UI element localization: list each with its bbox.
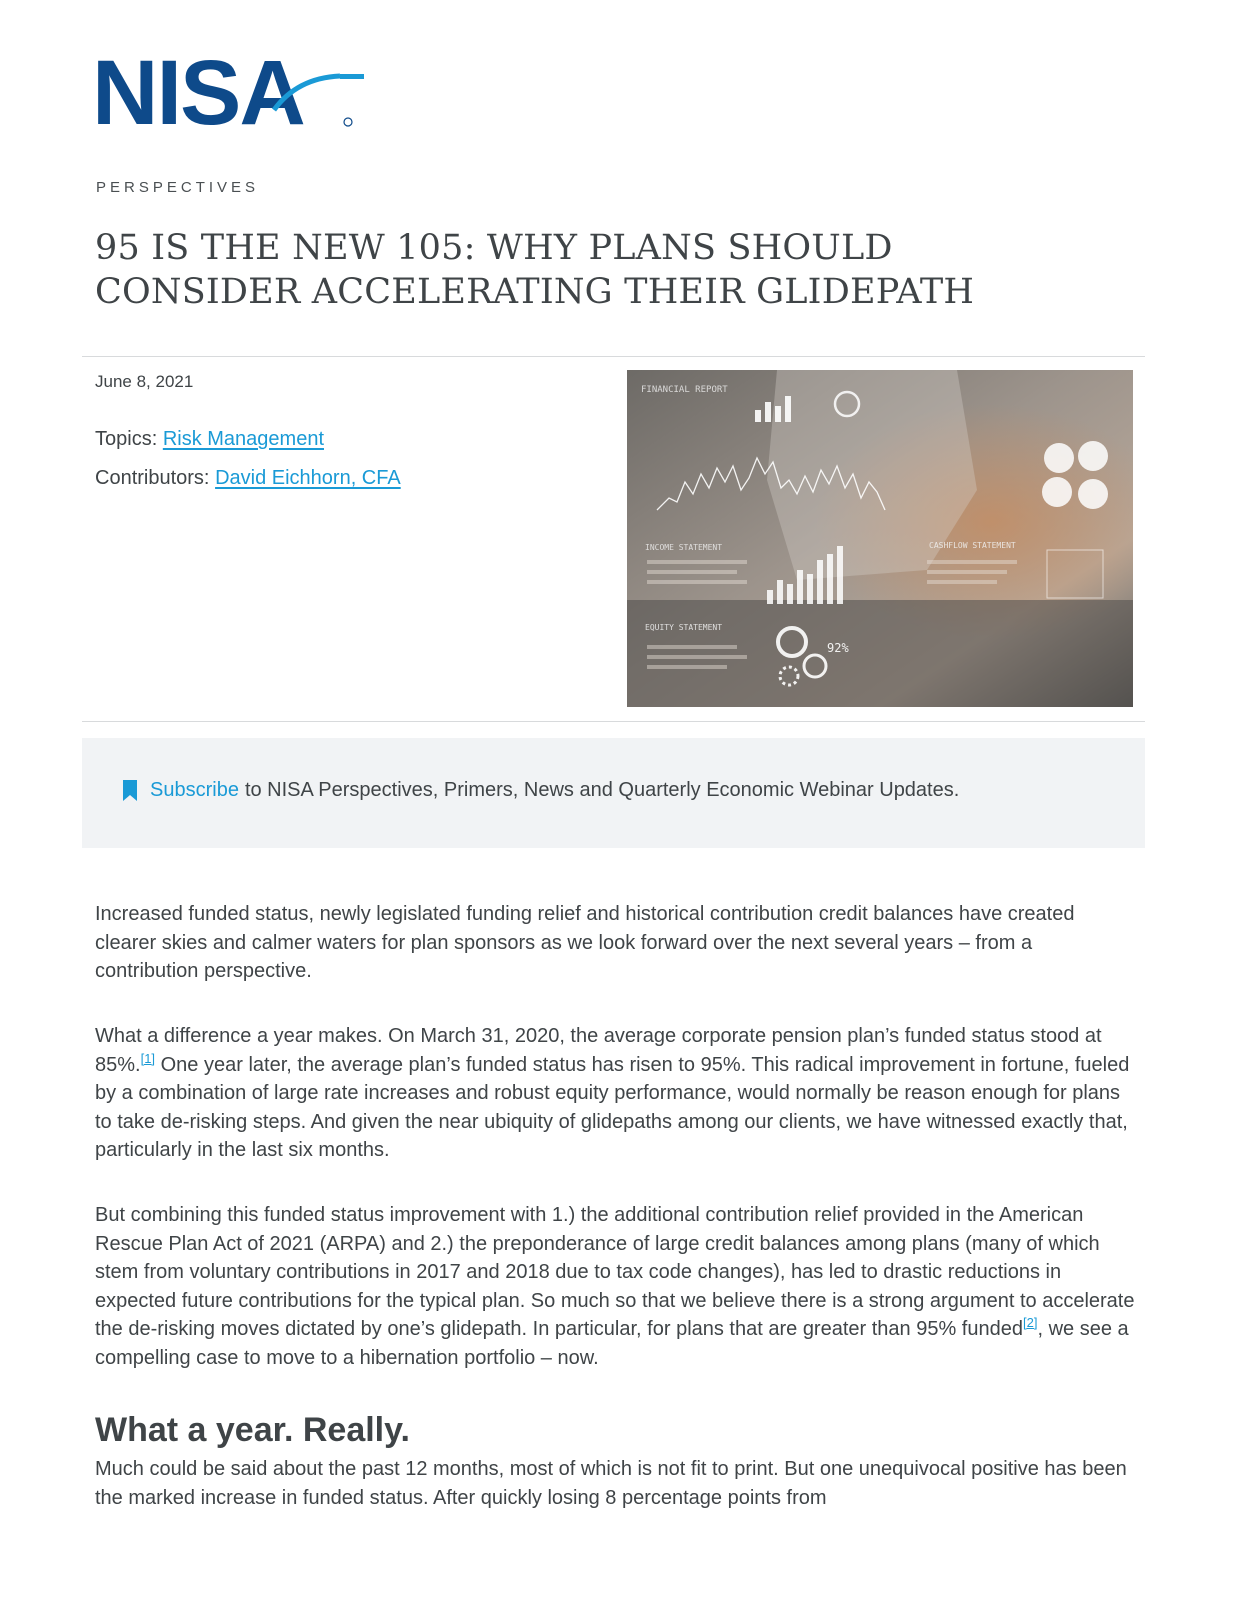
section-eyebrow: PERSPECTIVES (96, 179, 260, 196)
divider-top (82, 356, 1145, 357)
label-percent: 92% (827, 641, 849, 655)
paragraph-what-a-year: Much could be said about the past 12 months, most of which is not fit to print. But one unequivocal positive has been the marked increase in funded status. After quickly losing 8 percentage points from (95, 1458, 1127, 1509)
paragraph-3-part-a: But combining this funded status improvement with 1.) the additional contribution relief provided in the American Rescue Plan Act of 2021 (ARPA) and 2.) the preponderance of large credit balances among plans (many of which stem from voluntary contributions in 2017 and 2018 due to tax code changes), has led to drastic reductions in expected future contributions for the typical plan. So much so that we believe there is a strong argument to accelerate the de-risking moves dictated by one’s glidepath. In particular, for plans that are greater than 95% funded (95, 1204, 1135, 1340)
topics-line (95, 428, 324, 451)
paragraph-funded-status (95, 1022, 1135, 1165)
contributors-line (95, 467, 401, 490)
nisa-logo[interactable] (92, 48, 372, 138)
paragraph-intro: Increased funded status, newly legislated funding relief and historical contribution credit balances have created clearer skies and calmer waters for plan sponsors as we look forward over the next several years – from a contribution perspective. (95, 903, 1075, 982)
logo-wordmark: NISA (92, 48, 304, 138)
paragraph-2-part-b: One year later, the average plan’s funded status has risen to 95%. This radical improvement in fortune, fueled by a combination of large rate increases and robust equity performance, would normally be reason enough for plans to take de-risking steps. And given the near ubiquity of glidepaths among our clients, we have witnessed exactly that, particularly in the last six months. (95, 1053, 1130, 1161)
contributor-link[interactable]: David Eichhorn, CFA (215, 467, 401, 489)
subscribe-text: to NISA Perspectives, Primers, News and Quarterly Economic Webinar Updates. (244, 779, 960, 801)
subscribe-link[interactable]: Subscribe (150, 779, 239, 801)
bookmark-icon (122, 780, 138, 802)
logo-dash (340, 74, 364, 79)
subscribe-banner (82, 738, 1145, 848)
footnote-ref-1 (141, 1051, 155, 1066)
divider-bottom (82, 721, 1145, 722)
paragraph-3-part-b: , we see a compelling case to move to a hibernation portfolio – now. (95, 1318, 1129, 1369)
article-meta (95, 372, 595, 489)
label-equity-statement: EQUITY STATEMENT (645, 623, 723, 632)
footnote-ref-2 (1023, 1315, 1037, 1330)
page-title: 95 IS THE NEW 105: WHY PLANS SHOULD CONSIDER ACCELERATING THEIR GLIDEPATH (95, 228, 975, 312)
footnote-link-2[interactable]: [2] (1022, 1315, 1038, 1330)
subscribe-row (122, 779, 959, 802)
label-income-statement: INCOME STATEMENT (645, 543, 723, 552)
paragraph-arpa (95, 1201, 1135, 1372)
label-financial-report: FINANCIAL REPORT (641, 385, 728, 395)
paragraph-2-part-a: What a difference a year makes. On March 31, 2020, the average corporate pension plan’s funded status stood at 85%. (95, 1025, 1102, 1076)
topics-label: Topics: (95, 428, 158, 450)
section-heading: What a year. Really. (95, 1411, 410, 1449)
financial-dashboard-illustration (627, 370, 1133, 707)
registered-mark-icon (344, 118, 352, 126)
topic-link-risk-management[interactable]: Risk Management (162, 428, 324, 450)
publish-date: June 8, 2021 (95, 372, 194, 391)
contributors-label: Contributors: (95, 467, 210, 489)
nisa-logo-mark (92, 48, 372, 138)
label-cashflow-statement: CASHFLOW STATEMENT (929, 541, 1016, 550)
hero-image (627, 370, 1133, 707)
footnote-link-1[interactable]: [1] (140, 1050, 156, 1066)
